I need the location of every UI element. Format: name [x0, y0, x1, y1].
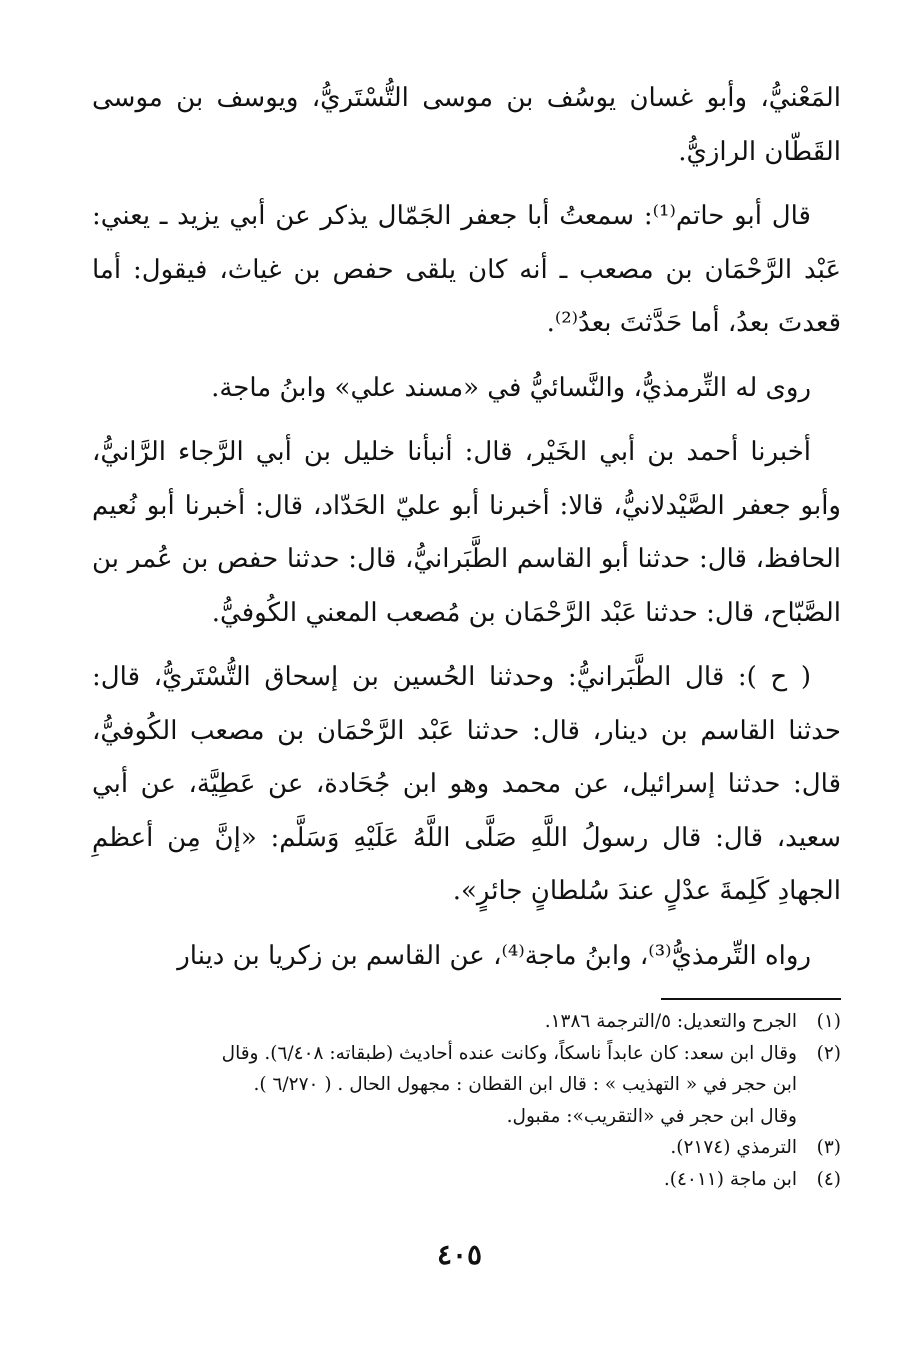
footnote-3: [92, 1132, 841, 1164]
footnote-body: [92, 1132, 797, 1164]
footnote-2: [92, 1038, 841, 1133]
paragraph-5: ( ح ): قال الطَّبَرانيُّ: وحدثنا الحُسين بن إسحاق التُّسْتَريُّ، قال: حدثنا القاسم بن دينار، قال: حدثنا عَبْد الرَّحْمَان بن مصعب الكُوفيُّ، قال: حدثنا إسرائيل، عن محمد وهو ابن جُحَادة، عن عَطِيَّة، عن أبي سعيد، قال: قال رسولُ اللَّهِ صَلَّى اللَّهُ عَلَيْهِ وَسَلَّم: «إنَّ مِن أعظمِ الجهادِ كَلِمةَ عدْلٍ عندَ سُلطانٍ جائرٍ».: [92, 662, 841, 906]
footnote-line: الترمذي (٢١٧٤).: [670, 1137, 797, 1158]
footnotes: [92, 1006, 841, 1195]
page-number: ٤٠٥: [436, 1238, 483, 1271]
footnote-body: [92, 1006, 797, 1038]
footnote-body: [92, 1038, 797, 1133]
paragraph-4: أخبرنا أحمد بن أبي الخَيْر، قال: أنبأنا خليل بن أبي الرَّجاء الرَّانيُّ، وأبو جعفر الصَّيْدلانيُّ، قالا: أخبرنا أبو عليّ الحَدّاد، قال: أخبرنا أبو نُعيم الحافظ، قال: حدثنا أبو القاسم الطَّبَرانيُّ، قال: حدثنا حفص بن عُمر بن الصَّبّاح، قال: حدثنا عَبْد الرَّحْمَان بن مُصعب المعني الكُوفيُّ.: [92, 437, 841, 628]
paragraph-1: المَعْنيُّ، وأبو غسان يوسُف بن موسى التُّسْتَريُّ، ويوسف بن موسى القَطّان الرازيُّ.: [92, 83, 841, 167]
footnote-4: [92, 1164, 841, 1196]
footnote-number: (١): [816, 1011, 841, 1032]
paragraph-6: رواه التِّرمذيُّ⁽³⁾، وابنُ ماجة⁽⁴⁾، عن القاسم بن زكريا بن دينار: [177, 940, 811, 971]
paragraph-2: قال أبو حاتم⁽¹⁾: سمعتُ أبا جعفر الجَمّال يذكر عن أبي يزيد ـ يعني: عَبْد الرَّحْمَان بن مصعب ـ أنه كان يلقى حفص بن غياث، فيقول: أما قعدتَ بعدُ، أما حَدَّثتَ بعدُ⁽²⁾.: [92, 201, 841, 338]
footnote-body: [92, 1164, 797, 1196]
paragraph-3: روى له التِّرمذيُّ، والنَّسائيُّ في «مسند علي» وابنُ ماجة.: [211, 372, 811, 403]
footnote-number: (٣): [816, 1137, 841, 1158]
footnote-line: ابن ماجة (٤٠١١).: [663, 1168, 797, 1190]
footnote-line: ابن حجر في « التهذيب » : قال ابن القطان : مجهول الحال . ( ٦/٢٧٠ ).: [253, 1074, 797, 1095]
footnote-1: [92, 1006, 841, 1038]
main-text: [92, 72, 841, 983]
footnote-line: الجرح والتعديل: ٥/الترجمة ١٣٨٦.: [544, 1011, 797, 1032]
footnote-number: (٢): [816, 1042, 841, 1064]
footnote-line: وقال ابن سعد: كان عابداً ناسكاً، وكانت عنده أحاديث (طبقاته: ٦/٤٠٨). وقال: [221, 1042, 797, 1064]
footnote-number: (٤): [816, 1168, 841, 1190]
footnote-divider: [661, 998, 841, 1000]
footnote-line: وقال ابن حجر في «التقريب»: مقبول.: [506, 1105, 797, 1127]
